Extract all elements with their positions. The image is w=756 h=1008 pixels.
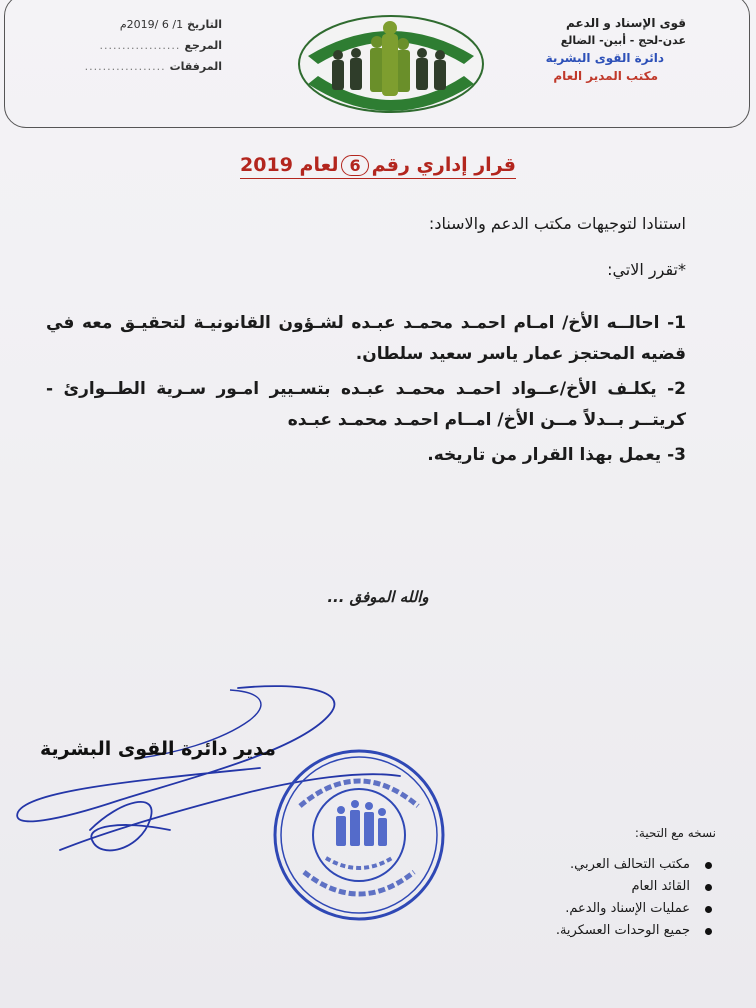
- attachments-value: ..................: [84, 60, 166, 73]
- copies-list-item: عمليات الإسناد والدعم.: [496, 898, 716, 920]
- reference-value: ..................: [99, 39, 181, 52]
- date-value: 1/ 6 /2019م: [119, 18, 184, 31]
- letterhead-organization: [456, 14, 686, 85]
- organization-logo: [296, 14, 486, 114]
- bullet-icon: [705, 884, 712, 891]
- intro-paragraph: استنادا لتوجيهات مكتب الدعم والاسناد:: [428, 214, 686, 233]
- decision-number: 6: [341, 155, 368, 176]
- decision-items: [46, 308, 686, 471]
- decides-line: *تقرر الاتي:: [607, 260, 686, 279]
- attachments-label: المرفقات: [169, 60, 222, 73]
- bullet-icon: [705, 906, 712, 913]
- copies-to-section: [496, 826, 716, 942]
- copies-list-item: القائد العام: [496, 876, 716, 898]
- letterhead-meta: [72, 14, 222, 77]
- bullet-icon: [705, 928, 712, 935]
- closing-phrase: والله الموفق ...: [327, 588, 429, 606]
- reference-label: المرجع: [184, 39, 222, 52]
- signatory-title: مدير دائرة القوى البشرية: [40, 738, 276, 760]
- office-name: مكتب المدير العام: [553, 69, 658, 83]
- copies-list-item: مكتب التحالف العربي.: [496, 854, 716, 876]
- decision-item-1: 1- احالــه الأخ/ امـام احمـد محمـد عبـده لشـؤون القانونيـة لتحقيـق معه في قضيه المحتجز عمار ياسر سعيد سلطان.: [46, 313, 686, 364]
- attachments-row: [72, 56, 222, 77]
- official-stamp: [270, 746, 448, 924]
- org-name: قوى الإسناد و الدعم: [566, 16, 686, 30]
- reference-row: [72, 35, 222, 56]
- date-row: [72, 14, 222, 35]
- copies-list: [496, 854, 716, 942]
- title-prefix: قرار إداري رقم: [371, 154, 516, 176]
- bullet-icon: [705, 862, 712, 869]
- decision-item-3: 3- يعمل بهذا القرار من تاريخه.: [427, 445, 686, 465]
- copies-heading: نسخه مع التحية:: [634, 826, 716, 840]
- decision-item-2: 2- يكلـف الأخ/عــواد احمـد محمـد عبـده بتسـيير امـور سـرية الطــوارئ - كريتــر بــدلاً مــن الأخ/ امــام احمـد محمـد عبـده: [46, 379, 686, 430]
- decision-title: [0, 154, 756, 176]
- org-regions: عدن-لحج - أبين- الضالع: [560, 34, 686, 47]
- date-label: التاريخ: [187, 18, 222, 31]
- title-suffix: لعام 2019: [240, 154, 339, 176]
- copies-list-item: جميع الوحدات العسكرية.: [496, 920, 716, 942]
- department-name: دائرة القوى البشرية: [545, 51, 664, 65]
